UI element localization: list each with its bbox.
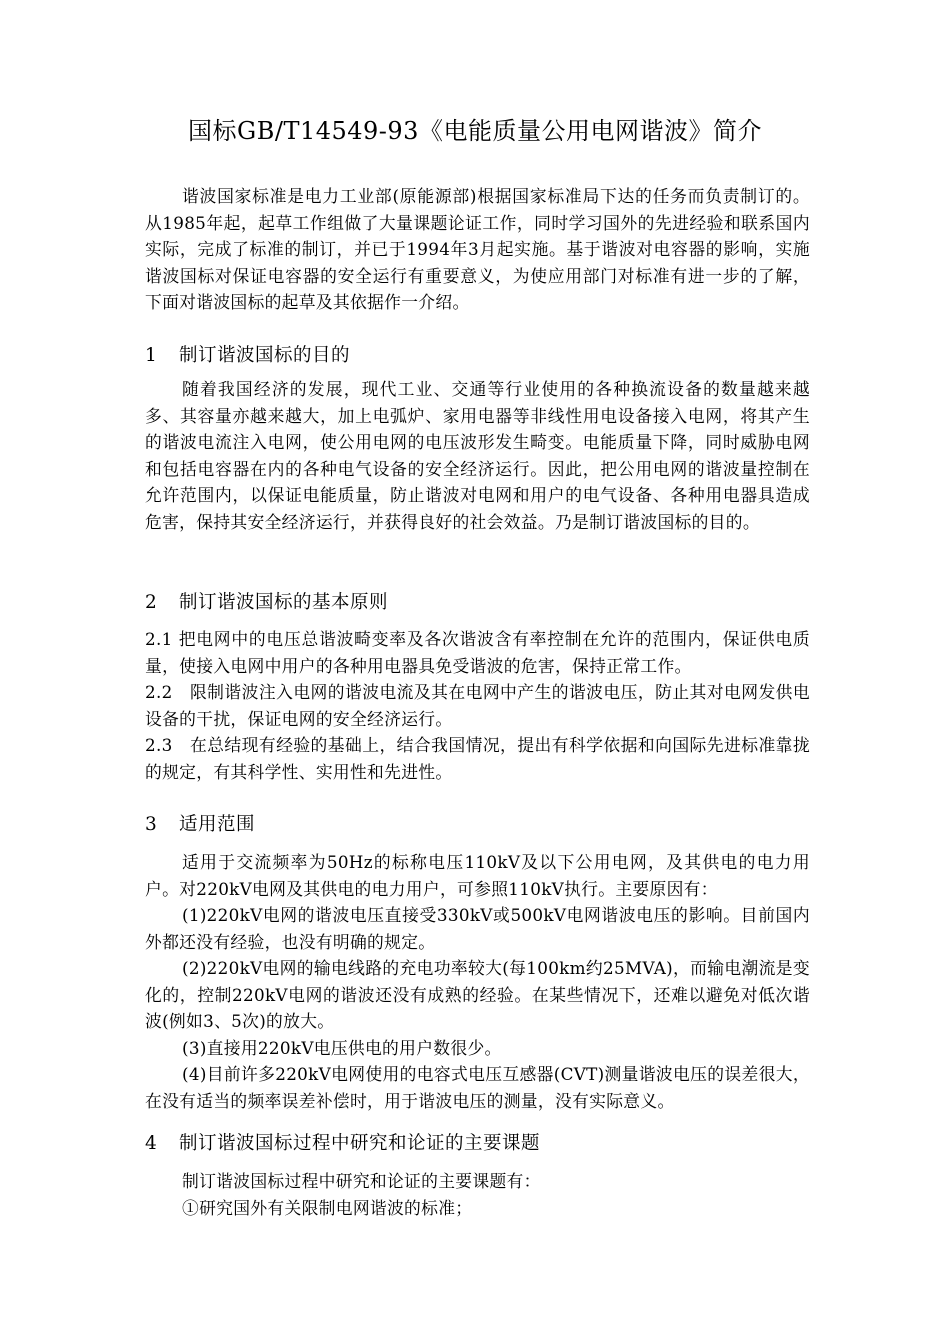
section-title: 制订谐波国标的基本原则 [179,592,389,613]
paragraph: 2.2 限制谐波注入电网的谐波电流及其在电网中产生的谐波电压，防止其对电网发供电设备的干扰，保证电网的安全经济运行。 [145,682,810,729]
paragraph: (3)直接用220kV电压供电的用户数很少。 [182,1037,502,1058]
section-number: 3 [145,814,158,835]
section-title: 制订谐波国标过程中研究和论证的主要课题 [179,1133,541,1154]
section-number: 2 [145,592,158,613]
section-3-body [145,849,810,1114]
section-4-heading [145,1130,810,1158]
section-number: 4 [145,1133,158,1154]
section-2-heading [145,589,810,617]
paragraph: 随着我国经济的发展，现代工业、交通等行业使用的各种换流设备的数量越来越多、其容量亦越来越大，加上电弧炉、家用电器等非线性用电设备接入电网，将其产生的谐波电流注入电网，使公用电网的电压波形发生畸变。电能质量下降，同时威胁电网和包括电容器在内的各种电气设备的安全经济运行。因此，把公用电网的谐波量控制在允许范围内，以保证电能质量，防止谐波对电网和用户的电气设备、各种用电器具造成危害，保持其安全经济运行，并获得良好的社会效益。乃是制订谐波国标的目的。 [145,379,810,532]
section-title: 制订谐波国标的目的 [179,345,351,366]
paragraph: 适用于交流频率为50Hz的标称电压110kV及以下公用电网，及其供电的电力用户。对220kV电网及其供电的电力用户，可参照110kV执行。主要原因有： [145,852,810,899]
paragraph: 2.1 把电网中的电压总谐波畸变率及各次谐波含有率控制在允许的范围内，保证供电质量，使接入电网中用户的各种用电器具免受谐波的危害，保持正常工作。 [145,629,810,676]
section-1-heading [145,342,810,370]
intro-paragraph [145,183,810,316]
section-2-body [145,626,810,785]
section-4-body [145,1168,810,1221]
section-number: 1 [145,345,158,366]
paragraph: (1)220kV电网的谐波电压直接受330kV或500kV电网谐波电压的影响。目前国内外都还没有经验，也没有明确的规定。 [145,905,810,952]
intro-text: 谐波国家标准是电力工业部(原能源部)根据国家标准局下达的任务而负责制订的。从1985年起，起草工作组做了大量课题论证工作，同时学习国外的先进经验和联系国内实际，完成了标准的制订，并已于1994年3月起实施。基于谐波对电容器的影响，实施谐波国标对保证电容器的安全运行有重要意义，为使应用部门对标准有进一步的了解，下面对谐波国标的起草及其依据作一介绍。 [145,186,810,312]
paragraph: 2.3 在总结现有经验的基础上，结合我国情况，提出有科学依据和向国际先进标准靠拢的规定，有其科学性、实用性和先进性。 [145,735,810,782]
section-title: 适用范围 [179,814,256,835]
paragraph: (4)目前许多220kV电网使用的电容式电压互感器(CVT)测量谐波电压的误差很大，在没有适当的频率误差补偿时，用于谐波电压的测量，没有实际意义。 [145,1064,810,1111]
paragraph: ①研究国外有关限制电网谐波的标准； [182,1197,473,1218]
paragraph: (2)220kV电网的输电线路的充电功率较大(每100km约25MVA)，而输电潮流是变化的，控制220kV电网的谐波还没有成熟的经验。在某些情况下，还难以避免对低次谐波(例如3、5次)的放大。 [145,958,810,1031]
paragraph: 制订谐波国标过程中研究和论证的主要课题有： [182,1171,541,1191]
section-3-heading [145,811,810,839]
section-1-body [145,376,810,535]
document-title: 国标GB/T14549-93《电能质量公用电网谐波》简介 [188,117,762,145]
